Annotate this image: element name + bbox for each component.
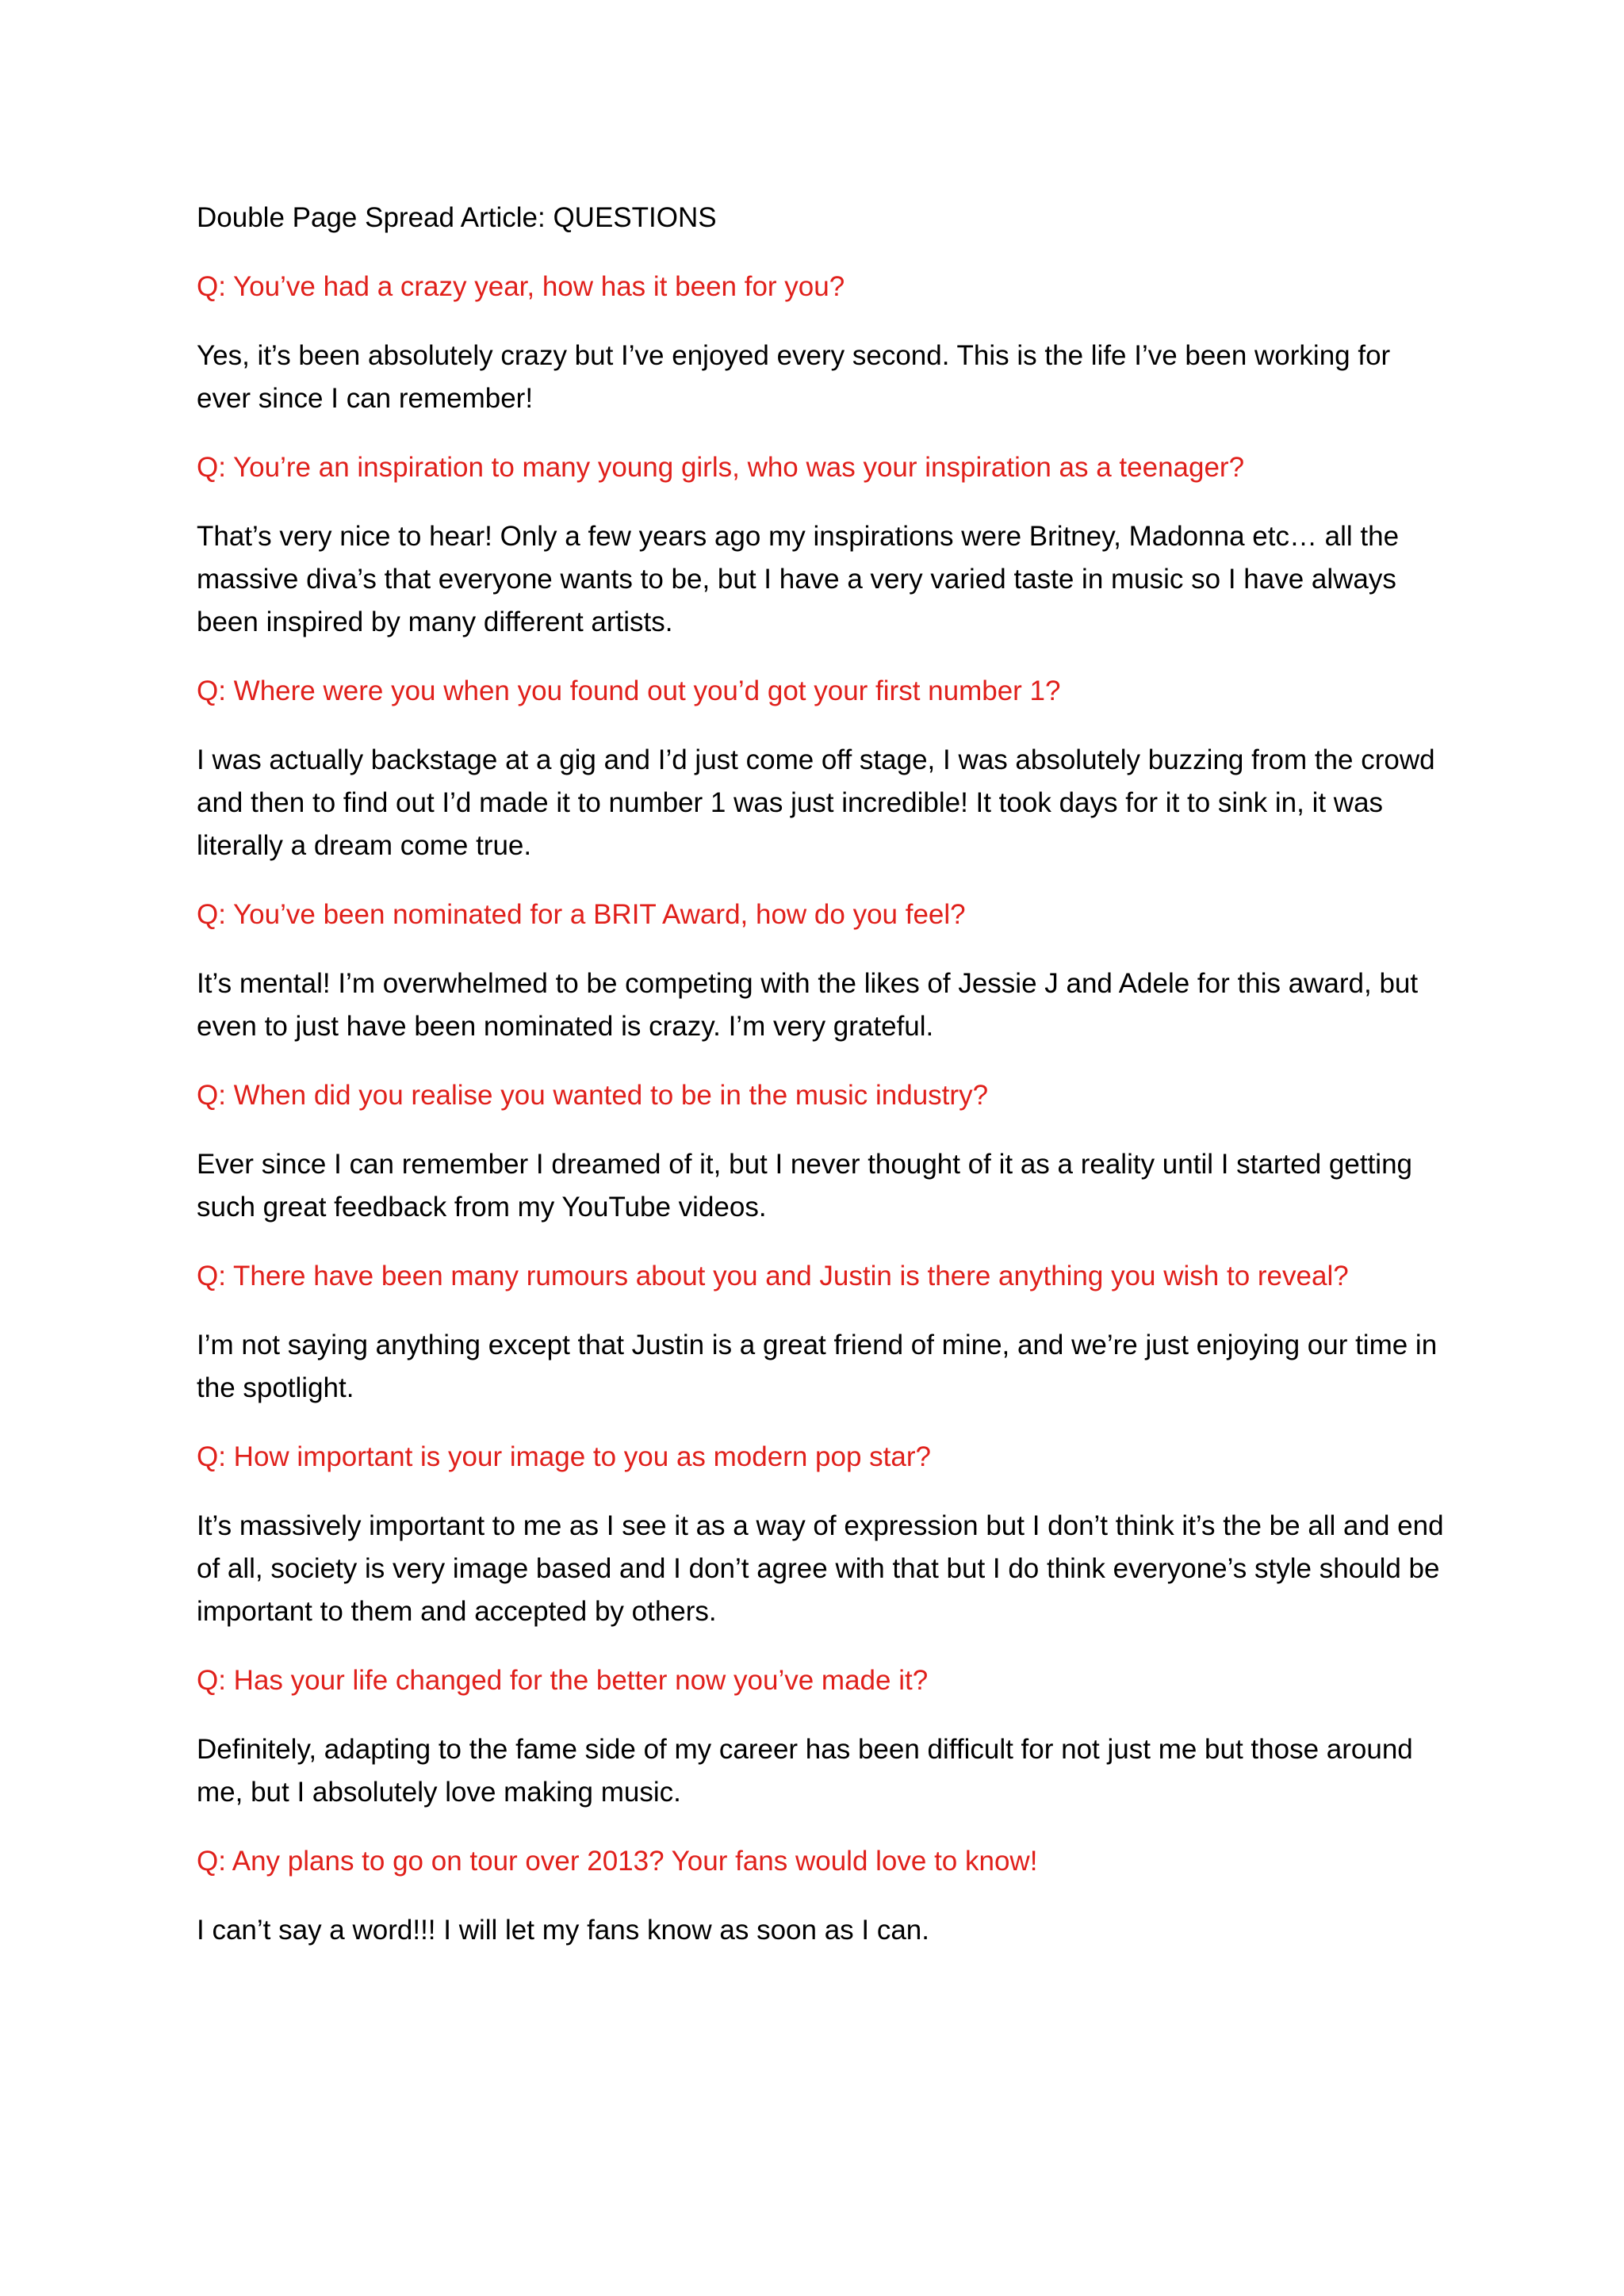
question-text: Q: How important is your image to you as modern pop star? bbox=[197, 1441, 931, 1472]
answer-text: I’m not saying anything except that Justin is a great friend of mine, and we’re just enjoying our time in the spotlight. bbox=[197, 1330, 1438, 1403]
answer-text: It’s massively important to me as I see it as a way of expression but I don’t think it’s the be all and end of all, society is very image based and I don’t agree with that but I do think everyone’s style should be important to them and accepted by others. bbox=[197, 1510, 1444, 1627]
qa-item bbox=[197, 894, 1450, 1048]
question-text: Q: Where were you when you found out you’d got your first number 1? bbox=[197, 675, 1061, 706]
question-text: Q: Any plans to go on tour over 2013? Your fans would love to know! bbox=[197, 1846, 1038, 1877]
answer-text: That’s very nice to hear! Only a few years ago my inspirations were Britney, Madonna etc… all the massive diva’s that everyone wants to be, but I have a very varied taste in music so I have always been inspired by many different artists. bbox=[197, 521, 1400, 637]
qa-item bbox=[197, 1436, 1450, 1633]
qa-item bbox=[197, 1840, 1450, 1952]
question-text: Q: You’ve been nominated for a BRIT Award, how do you feel? bbox=[197, 899, 966, 930]
qa-item bbox=[197, 446, 1450, 644]
answer-text: Definitely, adapting to the fame side of my career has been difficult for not just me but those around me, but I absolutely love making music. bbox=[197, 1734, 1413, 1808]
question-text: Q: You’ve had a crazy year, how has it been for you? bbox=[197, 271, 845, 302]
qa-item bbox=[197, 1255, 1450, 1410]
answer-text: I was actually backstage at a gig and I’d just come off stage, I was absolutely buzzing from the crowd and then to find out I’d made it to number 1 was just incredible! It took days for it to sink in, it was literally a dream come true. bbox=[197, 744, 1435, 861]
answer-text: I can’t say a word!!! I will let my fans know as soon as I can. bbox=[197, 1915, 929, 1946]
answer-text: It’s mental! I’m overwhelmed to be competing with the likes of Jessie J and Adele for this award, but even to just have been nominated is crazy. I’m very grateful. bbox=[197, 968, 1419, 1042]
answer-text: Yes, it’s been absolutely crazy but I’ve enjoyed every second. This is the life I’ve been working for ever since I can remember! bbox=[197, 340, 1391, 414]
question-text: Q: There have been many rumours about you and Justin is there anything you wish to reveal? bbox=[197, 1261, 1349, 1292]
qa-item bbox=[197, 266, 1450, 420]
answer-text: Ever since I can remember I dreamed of it, but I never thought of it as a reality until I started getting such great feedback from my YouTube videos. bbox=[197, 1149, 1412, 1223]
qa-item bbox=[197, 670, 1450, 867]
question-text: Q: When did you realise you wanted to be in the music industry? bbox=[197, 1080, 989, 1111]
qa-item bbox=[197, 1659, 1450, 1814]
document-title: Double Page Spread Article: QUESTIONS bbox=[197, 202, 717, 233]
document-body bbox=[197, 197, 1450, 1978]
qa-item bbox=[197, 1074, 1450, 1229]
question-text: Q: You’re an inspiration to many young girls, who was your inspiration as a teenager? bbox=[197, 452, 1245, 483]
question-text: Q: Has your life changed for the better now you’ve made it? bbox=[197, 1665, 929, 1696]
